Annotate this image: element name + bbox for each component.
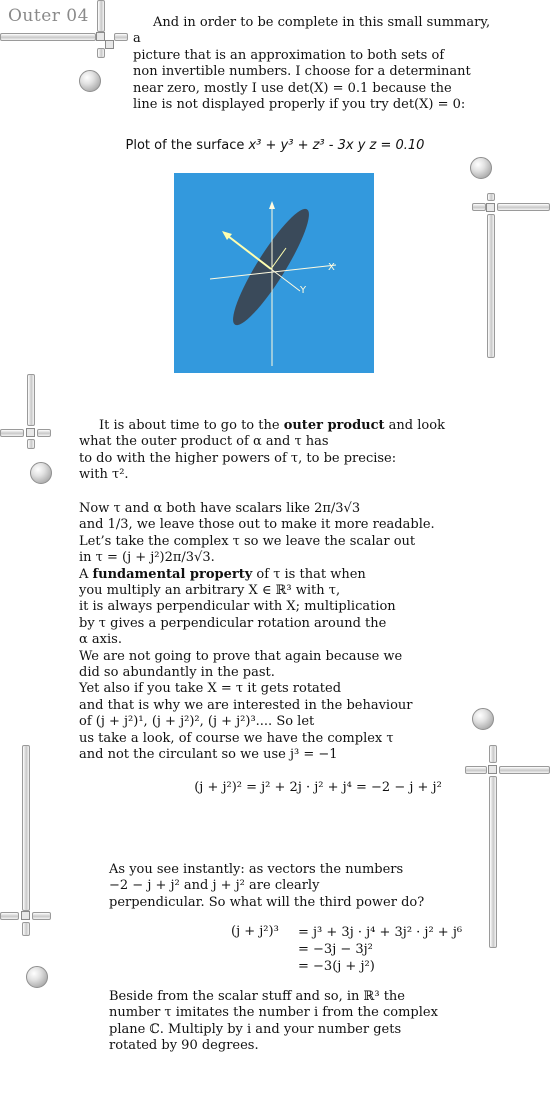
text-span: of τ is that when — [252, 566, 366, 582]
chrome-bar — [27, 439, 35, 449]
text-line: of (j + j²)¹, (j + j²)², (j + j²)³.... So let — [79, 714, 315, 730]
text-line: did so abundantly in the past. — [79, 665, 275, 681]
text-line: near zero, mostly I use det(X) = 0.1 because the — [133, 80, 452, 96]
text-line: Now τ and α both have scalars like 2π/3√3 — [79, 501, 361, 516]
intro-paragraph — [133, 15, 493, 113]
text-line — [79, 418, 449, 434]
chrome-ball — [30, 462, 52, 484]
text-line: We are not going to prove that again because we — [79, 648, 403, 664]
surface-plot — [174, 173, 374, 373]
text-line: −2 − j + j² and j + j² are clearly — [109, 878, 320, 894]
figure-title — [0, 138, 550, 153]
equation-2-rhs — [298, 924, 462, 975]
chrome-ball — [470, 157, 492, 179]
equation-2-lhs: (j + j²)³ — [231, 924, 279, 939]
text-line: by τ gives a perpendicular rotation around the — [79, 615, 387, 631]
text-line: in τ = (j + j²)2π/3√3. — [79, 550, 215, 566]
text-line: and 1/3, we leave those out to make it more readable. — [79, 517, 435, 533]
chrome-bar — [32, 912, 51, 920]
text-line: to do with the higher powers of τ, to be precise: — [79, 450, 397, 466]
chrome-bar — [487, 193, 495, 201]
chrome-ball — [26, 966, 48, 988]
chrome-knob — [96, 32, 105, 41]
chrome-bar — [37, 429, 51, 437]
chrome-bar — [22, 922, 30, 936]
text-line: Let’s take the complex τ so we leave the scalar out — [79, 533, 416, 549]
equation-row: = j³ + 3j · j⁴ + 3j² · j² + j⁶ — [298, 925, 463, 940]
body-paragraph-2 — [79, 501, 449, 764]
chrome-bar — [27, 374, 35, 426]
text-line: with τ². — [79, 467, 129, 483]
text-line: picture that is an approximation to both sets of — [133, 47, 445, 63]
body-paragraph-4 — [109, 862, 449, 911]
text-line: number τ imitates the number i from the complex — [109, 1005, 438, 1021]
chrome-bar — [0, 33, 96, 41]
text-line: line is not displayed properly if you try det(X) = 0: — [133, 97, 466, 113]
chrome-ball — [472, 708, 494, 730]
text-line: us take a look, of course we have the complex τ — [79, 730, 394, 746]
text-line: Beside from the scalar stuff and so, in ℝ³ the — [109, 989, 405, 1004]
text-line: rotated by 90 degrees. — [109, 1038, 259, 1054]
equation-1: (j + j²)² = j² + 2j · j² + j⁴ = −2 − j + j² — [194, 780, 442, 795]
chrome-ball — [79, 70, 101, 92]
text-span: A — [79, 566, 93, 582]
chrome-bar — [465, 766, 487, 774]
chrome-bar — [497, 203, 550, 211]
figure-title-math: x³ + y³ + z³ - 3x y z = 0.10 — [248, 138, 425, 153]
chrome-bar — [499, 766, 550, 774]
chrome-bar — [489, 745, 497, 763]
text-line: non invertible numbers. I choose for a determinant — [133, 64, 471, 80]
chrome-bar — [0, 912, 19, 920]
text-line: and that is why we are interested in the behaviour — [79, 697, 413, 713]
y-axis-label: Y — [300, 285, 307, 296]
text-line: Yet also if you take X = τ it gets rotated — [79, 681, 342, 697]
text-line — [79, 567, 449, 583]
text-line: As you see instantly: as vectors the numbers — [109, 862, 404, 877]
chrome-knob — [26, 428, 35, 437]
chrome-knob — [486, 203, 495, 212]
bold-term: fundamental property — [92, 566, 253, 582]
text-line: what the outer product of α and τ has — [79, 434, 329, 450]
chrome-bar — [97, 0, 105, 32]
chrome-bar — [114, 33, 128, 41]
text-span: and look — [384, 418, 445, 433]
text-line: plane ℂ. Multiply by i and your number gets — [109, 1021, 402, 1037]
figure-title-prefix: Plot of the surface — [125, 138, 249, 153]
bold-term: outer product — [283, 418, 385, 433]
chrome-bar — [489, 776, 497, 948]
equation-row: = −3(j + j²) — [298, 959, 375, 974]
text-line: it is always perpendicular with X; multiplication — [79, 599, 396, 615]
text-span: It is about time to go to the — [99, 418, 284, 433]
x-axis-label: X — [328, 262, 335, 273]
text-line: and not the circulant so we use j³ = −1 — [79, 747, 338, 763]
chrome-bar — [0, 429, 24, 437]
chrome-knob — [21, 911, 30, 920]
page-title: Outer 04 — [8, 6, 89, 26]
text-line: And in order to be complete in this small summary, a — [133, 15, 491, 47]
chrome-knob — [105, 40, 114, 49]
chrome-bar — [22, 745, 30, 911]
text-line: perpendicular. So what will the third power do? — [109, 894, 425, 910]
equation-row: = −3j − 3j² — [298, 942, 373, 957]
chrome-bar — [487, 214, 495, 358]
chrome-bar — [97, 48, 105, 58]
text-line: you multiply an arbitrary X ∈ ℝ³ with τ, — [79, 583, 341, 599]
body-paragraph-5 — [109, 989, 449, 1055]
chrome-knob — [488, 765, 497, 774]
text-line: α axis. — [79, 632, 122, 648]
body-paragraph-1 — [79, 418, 449, 484]
chrome-bar — [472, 203, 486, 211]
